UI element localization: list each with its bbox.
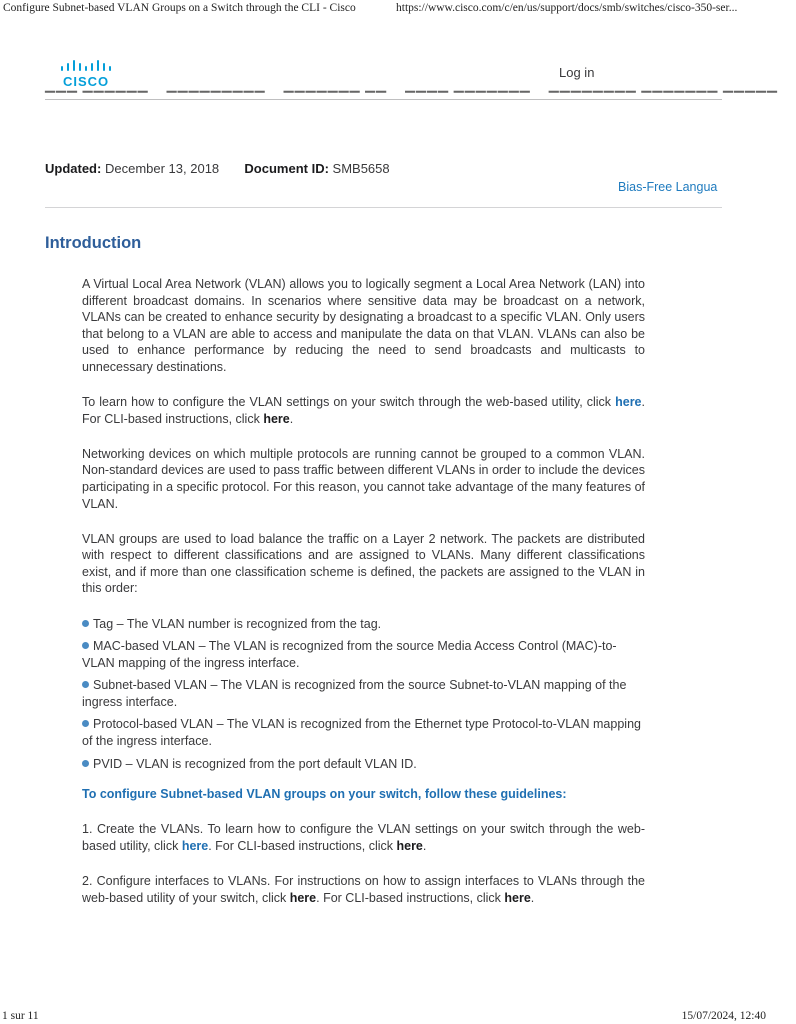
clipped-nav-menu: ▔▔▔ ▔▔▔▔▔▔ ▔▔▔▔▔▔▔▔▔ ▔▔▔▔▔▔▔ ▔▔ ▔▔▔▔ ▔▔▔▔▔▔▔ ▔▔▔▔▔▔▔▔ ▔▔▔▔▔▔▔ ▔▔▔▔▔: [45, 91, 778, 106]
intro-paragraph-4: VLAN groups are used to load balance the traffic on a Layer 2 network. The packets are distributed with respect to different classifications and are assigned to VLANs. Many different classifications exist, and if more than one classification scheme is defined, the packets are assigned to the VLAN in this order:: [82, 531, 645, 596]
print-footer: [0, 1010, 768, 1024]
list-item-text: MAC-based VLAN – The VLAN is recognized from the source Media Access Control (MAC)-to-VLAN mapping of the ingress interface.: [82, 639, 617, 670]
cisco-bridge-icon: [60, 60, 112, 72]
print-page-url: https://www.cisco.com/c/en/us/support/docs/smb/switches/cisco-350-ser...: [396, 2, 738, 14]
classification-list: [82, 616, 645, 773]
list-item-text: Tag – The VLAN number is recognized from the tag.: [93, 616, 382, 631]
paragraph-text: To learn how to configure the VLAN settings on your switch through the web-based utility, click: [82, 395, 616, 410]
step-text: . For CLI-based instructions, click: [316, 890, 505, 905]
step-text: .: [422, 838, 427, 853]
web-utility-vlan-link[interactable]: here: [181, 838, 209, 853]
bias-free-language-link[interactable]: Bias-Free Langua: [618, 180, 718, 194]
bullet-icon: [82, 760, 89, 767]
intro-paragraph-2: [82, 394, 645, 427]
meta-divider: [45, 207, 722, 208]
step-1: [82, 821, 645, 854]
list-item-text: Protocol-based VLAN – The VLAN is recognized from the Ethernet type Protocol-to-VLAN mapping of the ingress interface.: [82, 717, 641, 749]
introduction-heading: Introduction: [45, 234, 142, 252]
bullet-icon: [82, 620, 89, 627]
list-item: [82, 616, 645, 633]
article-body: [82, 276, 645, 925]
list-item: [82, 677, 645, 710]
step-text: . For CLI-based instructions, click: [208, 838, 397, 853]
cisco-wordmark: CISCO: [63, 74, 110, 89]
step-text: .: [530, 890, 535, 905]
web-utility-vlan-link[interactable]: here: [615, 395, 642, 410]
updated-label: Updated:: [45, 161, 102, 176]
list-item-text: Subnet-based VLAN – The VLAN is recognized from the source Subnet-to-VLAN mapping of the ingress interface.: [82, 678, 627, 709]
print-header: [0, 0, 768, 18]
list-item: [82, 756, 645, 773]
updated-date: December 13, 2018: [104, 161, 220, 176]
print-datetime: 15/07/2024, 12:40: [681, 1010, 766, 1022]
web-utility-interface-link[interactable]: here: [289, 890, 317, 905]
list-item-text: PVID – VLAN is recognized from the port default VLAN ID.: [93, 756, 417, 771]
bullet-icon: [82, 681, 89, 688]
step-text: 2. Configure interfaces to VLANs. For instructions on how to assign interfaces to VLANs through the web-based utility of your switch, click: [82, 874, 645, 905]
intro-paragraph-3: Networking devices on which multiple protocols are running cannot be grouped to a common VLAN. Non-standard devices are used to pass traffic between different VLANs in order to include the devices participating in a specific protocol. For this reason, you cannot take advantage of the many features of VLAN.: [82, 446, 645, 511]
print-page-title: Configure Subnet-based VLAN Groups on a Switch through the CLI - Cisco: [3, 2, 356, 14]
cli-vlan-link[interactable]: here: [263, 411, 290, 426]
paragraph-text: . For CLI-based instructions, click: [82, 395, 645, 426]
document-meta: [45, 161, 390, 176]
document-id-label: Document ID:: [244, 161, 329, 176]
cisco-logo[interactable]: [58, 60, 112, 90]
login-link[interactable]: Log in: [559, 65, 595, 80]
bullet-icon: [82, 642, 89, 649]
document-id-value: SMB5658: [332, 161, 390, 176]
intro-paragraph-1: A Virtual Local Area Network (VLAN) allows you to logically segment a Local Area Network (LAN) into different broadcast domains. In scenarios where sensitive data may be broadcast on a network, VLANs can be created to enhance security by designating a broadcast to a specific VLAN. Only users that belong to a VLAN are able to access and manipulate the data on that VLAN. VLANs can also be used to enhance performance by reducing the need to send broadcasts and multicasts to unnecessary destinations.: [82, 277, 645, 374]
step-text: 1. Create the VLANs. To learn how to configure the VLAN settings on your switch through the web-based utility, click: [82, 822, 645, 853]
cli-vlan-link[interactable]: here: [396, 838, 423, 853]
list-item: [82, 716, 645, 749]
bullet-icon: [82, 720, 89, 727]
guidelines-heading: To configure Subnet-based VLAN groups on your switch, follow these guidelines:: [82, 787, 567, 802]
paragraph-text: .: [289, 411, 294, 426]
print-page-number: 1 sur 11: [2, 1010, 39, 1022]
list-item: [82, 638, 645, 671]
step-2: [82, 873, 645, 906]
cli-interface-link[interactable]: here: [504, 890, 531, 905]
